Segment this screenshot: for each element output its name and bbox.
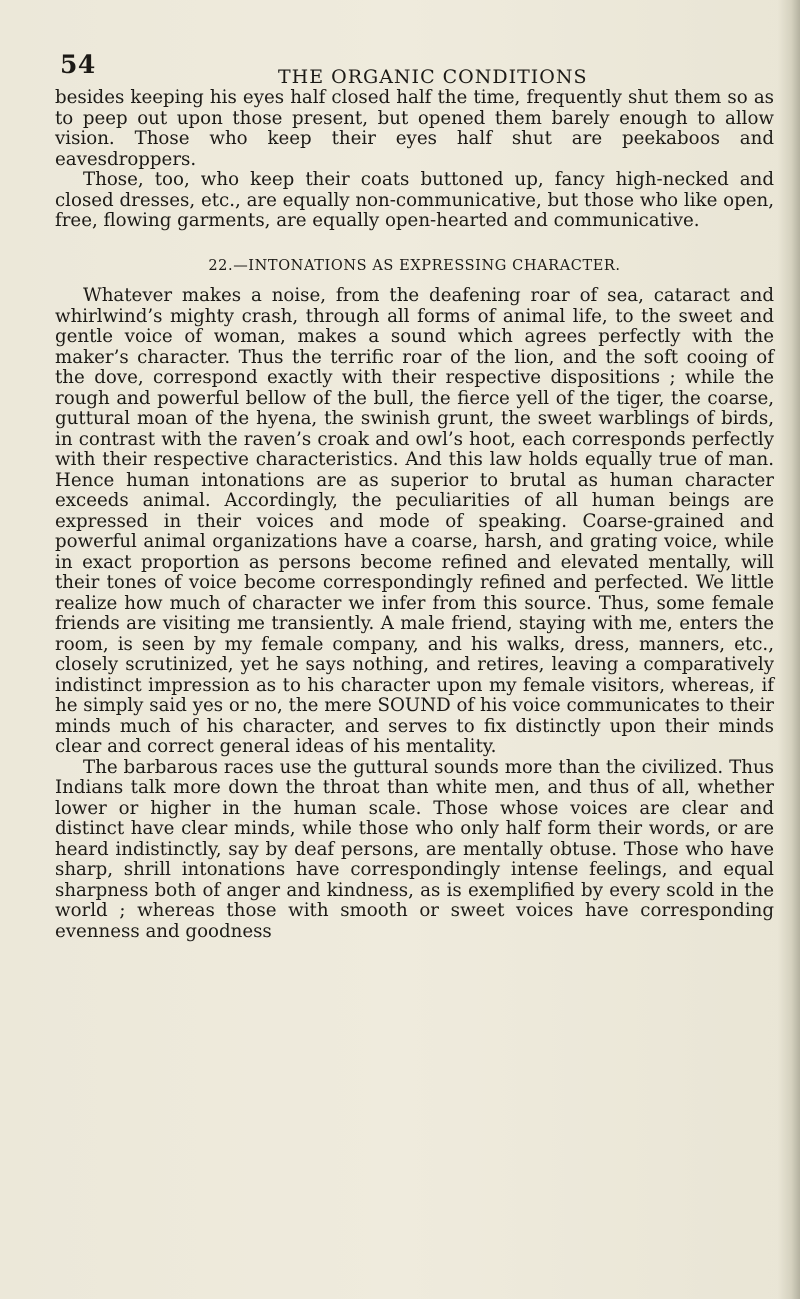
paragraph-1: besides keeping his eyes half closed half the time, frequently shut them so as to peep out upon those present, but opened them barely enough to allow vision. Those who keep their eyes half shut are peekaboos and eavesdroppers. (55, 87, 774, 170)
section-heading: 22.—INTONATIONS AS EXPRESSING CHARACTER. (208, 257, 621, 274)
page-number: 54 (60, 50, 96, 79)
section-paragraph-1: Whatever makes a noise, from the deafening roar of sea, cataract and whirlwind’s mighty crash, through all forms of animal life, to the sweet and gentle voice of woman, makes a sound which agrees perfectly with the maker’s character. Thus the terrific roar of the lion, and the soft cooing of the dove, correspond exactly with their respective dispositions ; while the rough and powerful bellow of the bull, the fierce yell of the tiger, the coarse, guttural moan of the hyena, the swinish grunt, the sweet warblings of birds, in contrast with the raven’s croak and owl’s hoot, each corresponds perfectly with their respective characteristics. And this law holds equally true of man. Hence human intonations are as superior to brutal as human character exceeds animal. Accordingly, the peculiarities of all human beings are expressed in their voices and mode of speaking. Coarse-grained and powerful animal organizations have a coarse, harsh, and grating voice, while in exact proportion as persons become refined and elevated mentally, will their tones of voice become correspondingly refined and perfected. We little realize how much of character we infer from this source. Thus, some female friends are visiting me transiently. A male friend, staying with me, enters the room, is seen by my female company, and his walks, dress, manners, etc., closely scrutinized, yet he says nothing, and retires, leaving a comparatively indistinct impression as to his character upon my female visitors, whereas, if he simply said yes or no, the mere SOUND of his voice communicates to their minds much of his character, and serves to fix distinctly upon their minds clear and correct general ideas of his mentality. (55, 285, 774, 757)
running-head: THE ORGANIC CONDITIONS (278, 66, 588, 88)
body-text (55, 88, 774, 942)
paragraph-2: Those, too, who keep their coats buttoned up, fancy high-necked and closed dresses, etc., are equally non-communicative, but those who like open, free, flowing garments, are equally open-hearted and communicative. (55, 169, 774, 231)
section-paragraph-2: The barbarous races use the guttural sounds more than the civilized. Thus Indians talk more down the throat than white men, and thus of all, whether lower or higher in the human scale. Those whose voices are clear and distinct have clear minds, while those who only half form their words, or are heard indistinctly, say by deaf persons, are mentally obtuse. Those who have sharp, shrill intonations have correspondingly intense feelings, and equal sharpness both of anger and kindness, as is exemplified by every scold in the world ; whereas those with smooth or sweet voices have corresponding evenness and goodness (55, 756, 774, 942)
page-edge-shadow (778, 0, 800, 1299)
